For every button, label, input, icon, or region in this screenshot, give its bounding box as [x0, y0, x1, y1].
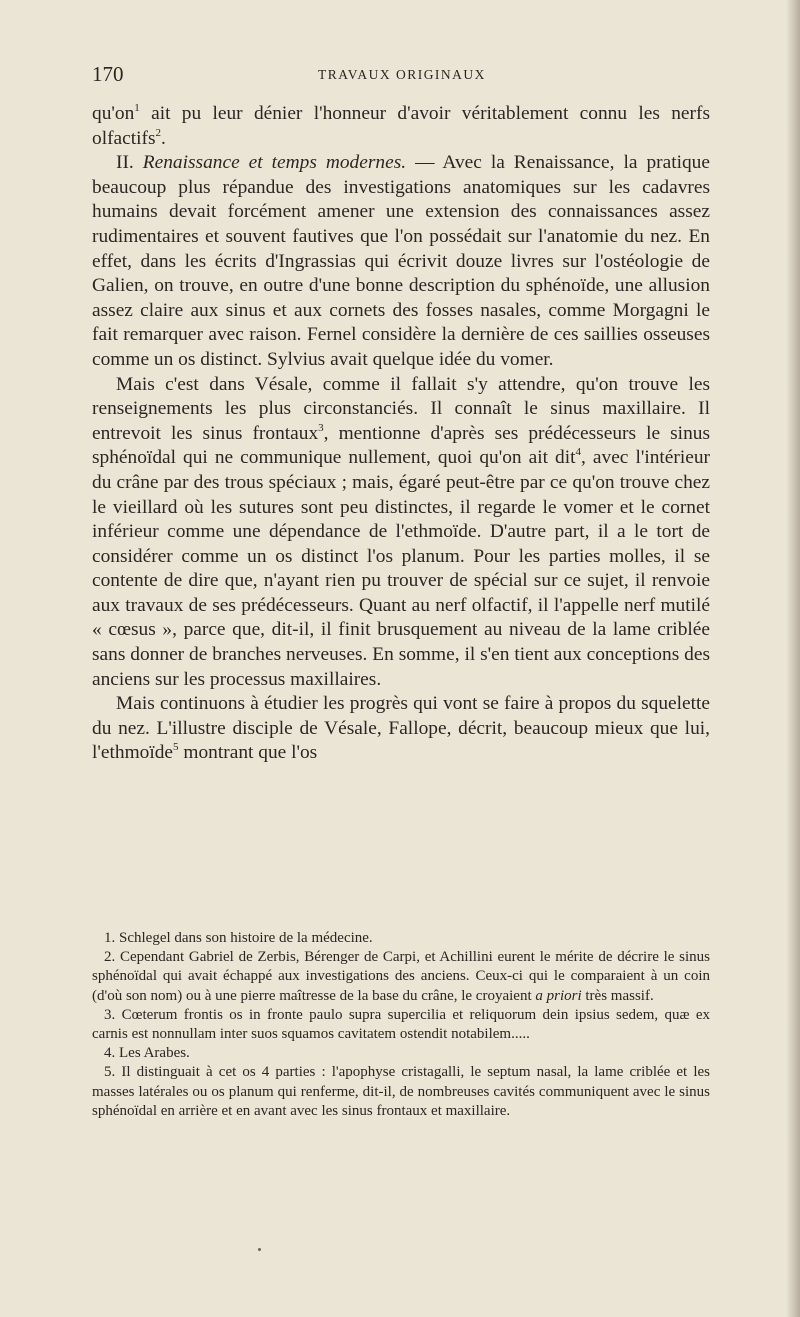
footnotes — [92, 929, 710, 1121]
main-text — [92, 102, 710, 766]
section-title: Renaissance et temps modernes. — [142, 152, 407, 174]
footnote-4: 4. Les Arabes. — [104, 1045, 190, 1062]
footnote-5: 5. Il distinguait à cet os 4 parties : l'apophyse cristagalli, le septum nasal, la lame criblée et les masses latérales ou os planum qui renferme, dit-il, de nombreuses cavités communiquent avec le sinus sphénoïdal en arrière et en avant avec les sinus frontaux et maxillaire. — [92, 1064, 710, 1119]
paragraph-2: II. Renaissance et temps modernes. — Avec la Renaissance, la pratique beaucoup plus répandue des investigations anatomiques sur les cadavres humains devait forcément amener une extension des connaissances assez rudimentaires et souvent fautives que l'on possédait sur l'anatomie du nez. En effet, dans les écrits d'Ingrassias qui écrivit douze livres sur l'ostéologie de Galien, on trouve, en outre d'une bonne description du sphénoïde, une allusion assez claire aux sinus et aux cornets des fosses nasales, comme Morgagni le fait remarquer avec raison. Fernel considère la dernière de ces saillies osseuses comme un os distinct. Sylvius avait quelque idée du vomer. — [92, 152, 710, 370]
page-number: 170 — [92, 62, 124, 86]
footnote-ref-3: 3 — [318, 421, 324, 434]
running-head: TRAVAUX ORIGINAUX — [318, 67, 486, 82]
paragraph-3: Mais c'est dans Vésale, comme il fallait s'y attendre, qu'on trouve les renseignements les plus circonstanciés. Il connaît le sinus maxillaire. Il entrevoit les sinus frontaux$^3$, mentionne d'après ses prédécesseurs le sinus sphénoïdal qui ne communique nullement, quoi qu'on ait dit$^4$, avec l'intérieur du crâne par des trous spéciaux ; mais, égaré peut-être par ce qu'on trouve chez le vieillard où les sutures sont peu distinctes, il regarde le vomer et le cornet inférieur comme une dépendance de l'ethmoïde. D'autre part, il a le tort de considérer comme un os distinct l'os planum. Pour les parties molles, il se contente de dire que, n'ayant rien pu trouver de spécial sur ce sujet, il renvoie aux travaux de ses prédécesseurs. Quant au nerf olfactif, il l'appelle nerf mutilé « cœsus », parce que, dit-il, il finit brusquement au niveau de la lame criblée sans donner de branches nerveuses. En somme, il s'en tient aux conceptions des anciens sur les processus maxillaires. — [92, 373, 711, 690]
footnote-ref-2: 2 — [155, 126, 162, 139]
footnote-3: 3. Cœterum frontis os in fronte paulo supra supercilia et reliquorum dein ipsius sedem, quæ ex carnis est nonnullam inter suos squamos cavitatem ostendit notabilem..... — [92, 1006, 710, 1043]
paragraph-4: Mais continuons à étudier les progrès qui vont se faire à propos du squelette du nez. L'illustre disciple de Vésale, Fallope, décrit, beaucoup mieux que lui, l'ethmoïde$^5$ montrant que l'os — [92, 693, 710, 764]
page-edge-shadow — [786, 0, 800, 1317]
footnote-ref-1: 1 — [134, 102, 140, 114]
page-header — [92, 62, 712, 88]
footnote-ref-4: 4 — [575, 446, 582, 459]
ink-speck — [258, 1248, 261, 1251]
footnote-2: 2. Cependant Gabriel de Zerbis, Bérenger de Carpi, et Achillini eurent le mérite de décrire le sinus sphénoïdal qui avait échappé aux investigations des anciens. Ceux-ci qui le comparaient à un coin (d'où son nom) ou à une pierre maîtresse de la base du crâne, le croyaient a priori très massif. — [92, 949, 710, 1004]
paragraph-1: $qu'on^1$ ait pu leur dénier l'honneur d'avoir véritablement connu les nerfs olfactifs$^2$. — [92, 102, 710, 149]
footnote-1: 1. Schlegel dans son histoire de la médecine. — [104, 930, 373, 946]
footnote-ref-5: 5 — [173, 741, 179, 754]
